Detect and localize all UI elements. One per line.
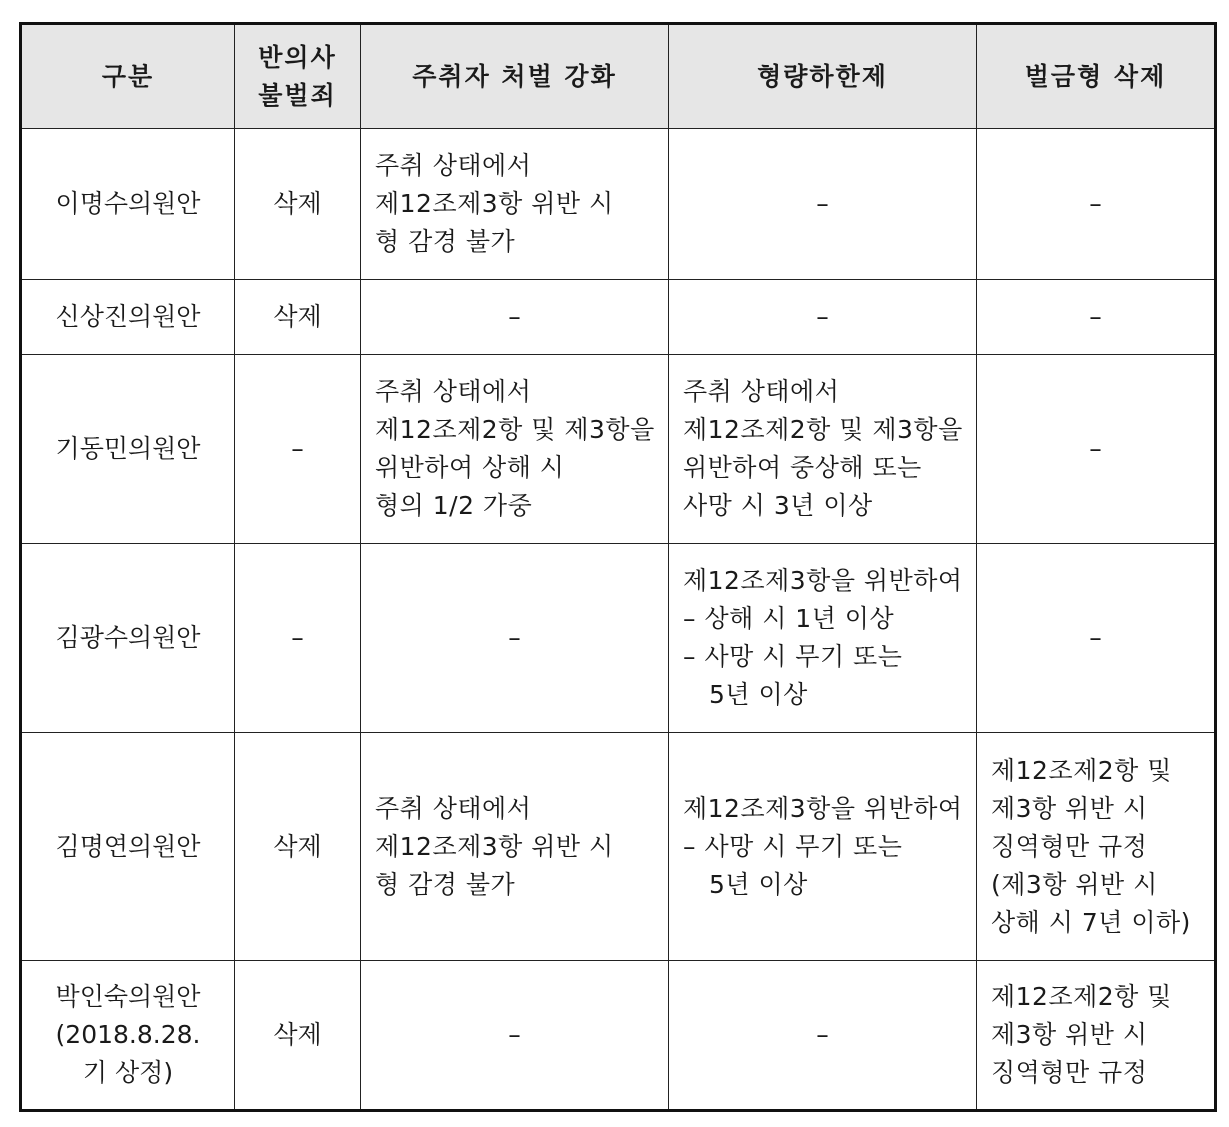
cell-line: 제12조제3항 위반 시 xyxy=(375,189,614,218)
cell-line: 징역형만 규정 xyxy=(991,1058,1148,1087)
nonprosecution-cell: – xyxy=(235,544,361,733)
table-row xyxy=(21,129,1216,280)
cell-line: 5년 이상 xyxy=(709,869,808,899)
cell-line: 주취 상태에서 xyxy=(375,793,532,823)
table-row xyxy=(21,355,1216,544)
nonprosecution-cell: 삭제 xyxy=(235,733,361,961)
fine-removal-cell: – xyxy=(977,129,1216,280)
bill-name-cell xyxy=(21,355,235,544)
bill-name: 기동민의원안 xyxy=(55,434,201,463)
header-nonprosecution-line: 반의사 xyxy=(258,42,337,72)
drunk-penalty-cell xyxy=(361,355,669,544)
cell-line: 사망 시 3년 이상 xyxy=(683,491,873,520)
header-nonprosecution xyxy=(235,24,361,129)
minimum-sentence-cell: – xyxy=(669,961,977,1111)
minimum-sentence-cell xyxy=(669,733,977,961)
cell-line: 주취 상태에서 xyxy=(375,377,532,406)
minimum-sentence-cell: – xyxy=(669,129,977,280)
nonprosecution-cell: 삭제 xyxy=(235,961,361,1111)
fine-removal-cell xyxy=(977,961,1216,1111)
bill-name: 김광수의원안 xyxy=(55,623,201,652)
cell-line: 5년 이상 xyxy=(709,680,808,709)
header-fine-removal: 벌금형 삭제 xyxy=(977,24,1216,129)
bill-name-note: 기 상정) xyxy=(82,1058,174,1087)
cell-line: 형 감경 불가 xyxy=(375,869,516,899)
cell-line: 주취 상태에서 xyxy=(683,377,840,406)
bill-name-cell xyxy=(21,280,235,355)
bill-name-cell xyxy=(21,961,235,1111)
header-drunk-penalty: 주취자 처벌 강화 xyxy=(361,24,669,129)
header-category: 구분 xyxy=(21,24,235,129)
bill-name: 박인숙의원안 xyxy=(55,982,201,1011)
minimum-sentence-cell: – xyxy=(669,280,977,355)
cell-line: 제3항 위반 시 xyxy=(991,793,1148,823)
minimum-sentence-cell xyxy=(669,355,977,544)
cell-line: 제12조제2항 및 xyxy=(991,982,1172,1011)
drunk-penalty-cell xyxy=(361,129,669,280)
bill-name-note: (2018.8.28. xyxy=(55,1020,201,1049)
nonprosecution-cell: 삭제 xyxy=(235,280,361,355)
cell-line: 주취 상태에서 xyxy=(375,151,532,180)
header-minimum-sentence: 형량하한제 xyxy=(669,24,977,129)
cell-line: 제12조제3항을 위반하여 xyxy=(683,566,963,595)
table-row xyxy=(21,733,1216,961)
bill-comparison-table xyxy=(19,22,1217,1112)
cell-line: 제3항 위반 시 xyxy=(991,1020,1148,1049)
cell-line: 제12조제2항 및 제3항을 xyxy=(683,415,963,444)
fine-removal-cell: – xyxy=(977,280,1216,355)
cell-line: 위반하여 중상해 또는 xyxy=(683,453,922,482)
cell-line: 위반하여 상해 시 xyxy=(375,453,565,482)
drunk-penalty-cell: – xyxy=(361,961,669,1111)
nonprosecution-cell: – xyxy=(235,355,361,544)
cell-line: 제12조제2항 및 xyxy=(991,755,1172,785)
drunk-penalty-cell: – xyxy=(361,280,669,355)
bill-name-cell xyxy=(21,544,235,733)
cell-line: – 사망 시 무기 또는 xyxy=(683,642,903,671)
cell-line: 징역형만 규정 xyxy=(991,831,1148,861)
fine-removal-cell: – xyxy=(977,355,1216,544)
fine-removal-cell: – xyxy=(977,544,1216,733)
bill-name: 김명연의원안 xyxy=(55,831,201,861)
drunk-penalty-cell xyxy=(361,733,669,961)
bill-name: 신상진의원안 xyxy=(55,302,201,331)
header-nonprosecution-line: 불벌죄 xyxy=(258,80,337,110)
nonprosecution-cell: 삭제 xyxy=(235,129,361,280)
table-row xyxy=(21,280,1216,355)
cell-line: – 사망 시 무기 또는 xyxy=(683,831,903,861)
cell-line: 제12조제3항을 위반하여 xyxy=(683,793,963,823)
minimum-sentence-cell xyxy=(669,544,977,733)
fine-removal-cell xyxy=(977,733,1216,961)
cell-line: 상해 시 7년 이하) xyxy=(991,907,1191,937)
cell-line: 형 감경 불가 xyxy=(375,227,516,256)
cell-line: 제12조제2항 및 제3항을 xyxy=(375,415,655,444)
table-row xyxy=(21,544,1216,733)
cell-line: 형의 1/2 가중 xyxy=(375,491,533,520)
header-row xyxy=(21,24,1216,129)
bill-name-cell xyxy=(21,129,235,280)
drunk-penalty-cell: – xyxy=(361,544,669,733)
cell-line: – 상해 시 1년 이상 xyxy=(683,604,895,633)
cell-line: 제12조제3항 위반 시 xyxy=(375,831,614,861)
bill-name: 이명수의원안 xyxy=(55,189,201,218)
cell-line: (제3항 위반 시 xyxy=(991,869,1158,899)
table-row xyxy=(21,961,1216,1111)
bill-name-cell xyxy=(21,733,235,961)
